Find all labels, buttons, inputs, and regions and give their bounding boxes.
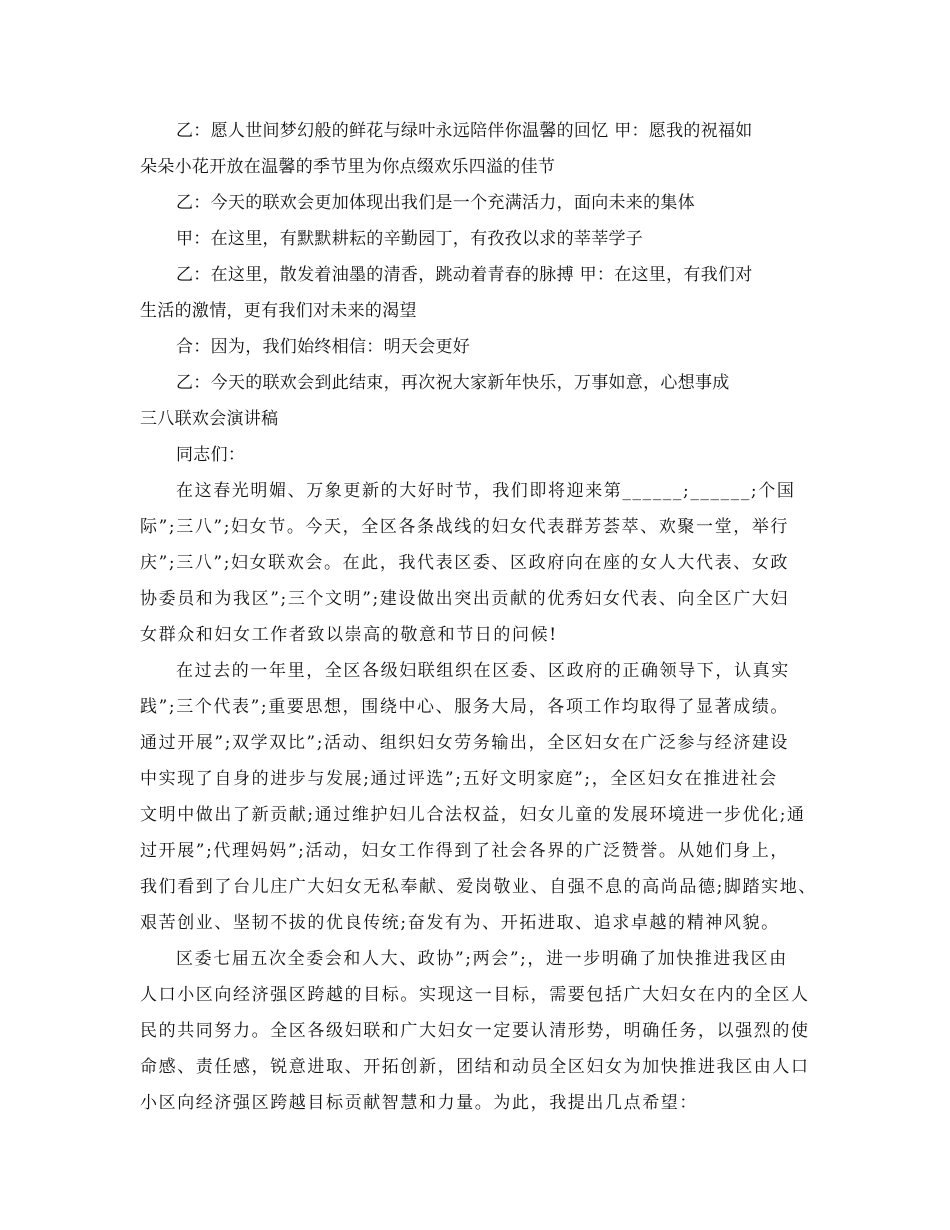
text-line: 庆”;三八”;妇女联欢会。在此，我代表区委、区政府向在座的女人大代表、女政 xyxy=(140,553,790,573)
text-line: 乙：在这里，散发着油墨的清香，跳动着青春的脉搏 甲：在这里，有我们对 xyxy=(176,265,753,285)
text-line: 小区向经济强区跨越目标贡献智慧和力量。为此，我提出几点希望： xyxy=(140,1093,698,1113)
text-line: 通过开展”;双学双比”;活动、组织妇女劳务输出，全区妇女在广泛参与经济建设 xyxy=(140,733,790,753)
text-line: 协委员和为我区”;三个文明”;建设做出突出贡献的优秀妇女代表、向全区广大妇 xyxy=(140,589,790,609)
text-line: 甲：在这里，有默默耕耘的辛勤园丁，有孜孜以求的莘莘学子 xyxy=(176,229,644,249)
text-line: 我们看到了台儿庄广大妇女无私奉献、爱岗敬业、自强不息的高尚品德;脚踏实地、 xyxy=(140,877,817,897)
text-line: 女群众和妇女工作者致以崇高的敬意和节日的问候! xyxy=(140,625,558,645)
text-line: 朵朵小花开放在温馨的季节里为你点缀欢乐四溢的佳节 xyxy=(140,157,556,177)
text-line: 在过去的一年里，全区各级妇联组织在区委、区政府的正确领导下，认真实 xyxy=(176,661,790,681)
text-line: 艰苦创业、坚韧不拔的优良传统;奋发有为、开拓进取、追求卓越的精神风貌。 xyxy=(140,913,780,933)
text-line: 践”;三个代表”;重要思想，围绕中心、服务大局，各项工作均取得了显著成绩。 xyxy=(140,697,790,717)
text-line: 乙：今天的联欢会更加体现出我们是一个充满活力，面向未来的集体 xyxy=(176,193,695,213)
text-line: 民的共同努力。全区各级妇联和广大妇女一定要认清形势，明确任务，以强烈的使 xyxy=(140,1021,810,1041)
text-line: 际”;三八”;妇女节。今天，全区各条战线的妇女代表群芳荟萃、欢聚一堂，举行 xyxy=(140,517,790,537)
text-line: 乙：今天的联欢会到此结束，再次祝大家新年快乐，万事如意，心想事成 xyxy=(176,373,730,393)
text-line: 人口小区向经济强区跨越的目标。实现这一目标，需要包括广大妇女在内的全区人 xyxy=(140,985,810,1005)
text-line: 在这春光明媚、万象更新的大好时节，我们即将迎来第______;______;个国 xyxy=(176,481,796,501)
text-line: 合：因为，我们始终相信：明天会更好 xyxy=(176,337,471,357)
text-line: 生活的激情，更有我们对未来的渴望 xyxy=(140,301,417,321)
section-heading: 三八联欢会演讲稿 xyxy=(140,409,279,429)
text-line: 命感、责任感，锐意进取、开拓创新，团结和动员全区妇女为加快推进我区由人口 xyxy=(140,1057,810,1077)
document-body xyxy=(140,113,830,1121)
text-line: 区委七届五次全委会和人大、政协”;两会”;，进一步明确了加快推进我区由 xyxy=(176,949,788,969)
text-line: 同志们： xyxy=(176,445,246,465)
text-line: 中实现了自身的进步与发展;通过评选”;五好文明家庭”;，全区妇女在推进社会 xyxy=(140,769,778,789)
text-line: 文明中做出了新贡献;通过维护妇儿合法权益，妇女儿童的发展环境进一步优化;通 xyxy=(140,805,806,825)
text-line: 乙：愿人世间梦幻般的鲜花与绿叶永远陪伴你温馨的回忆 甲：愿我的祝福如 xyxy=(176,121,753,141)
text-line: 过开展”;代理妈妈”;活动，妇女工作得到了社会各界的广泛赞誉。从她们身上， xyxy=(140,841,790,861)
